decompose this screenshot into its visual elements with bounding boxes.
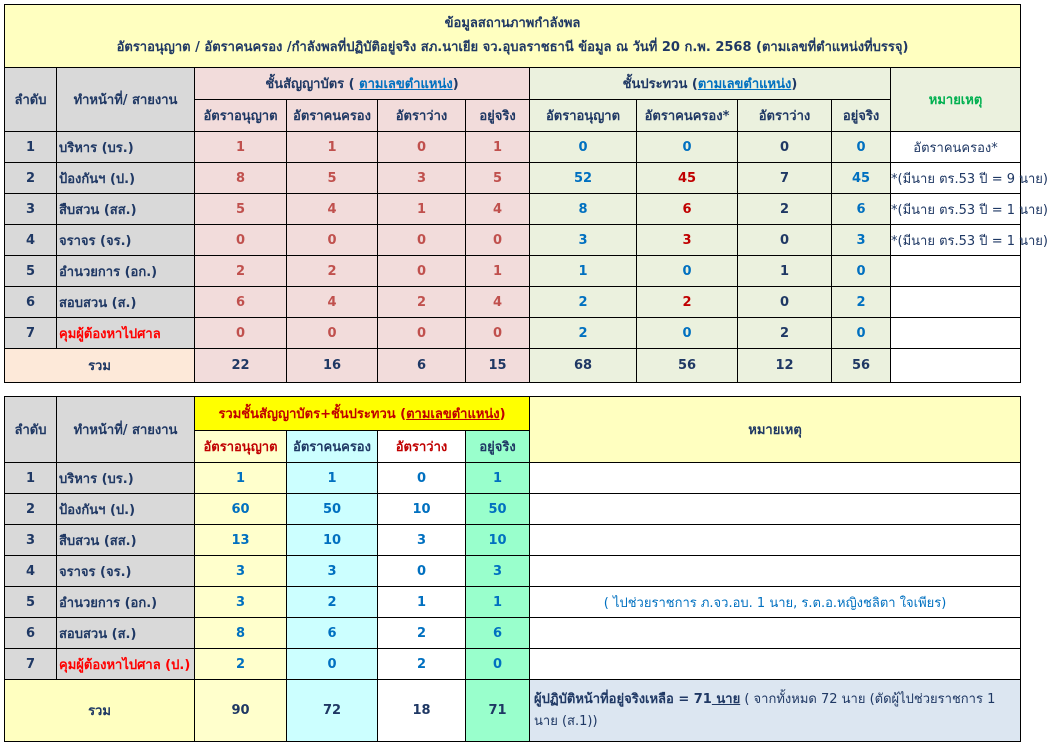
combined-cell: 0 [378, 556, 466, 587]
commissioned-cell: 0 [195, 318, 287, 349]
row-index: 3 [5, 525, 57, 556]
commissioned-cell: 0 [195, 225, 287, 256]
sum-cell: 72 [287, 680, 378, 742]
commissioned-cell: 4 [466, 287, 530, 318]
commissioned-cell: 1 [466, 132, 530, 163]
sub-header: อัตราว่าง [738, 100, 832, 132]
noncommissioned-cell: 3 [530, 225, 637, 256]
noncommissioned-cell: 8 [530, 194, 637, 225]
combined-cell: 50 [287, 494, 378, 525]
summary-note-rest: ( จากทั้งหมด 72 นาย (ตัดผู้ไปช่วยราชการ 1 นาย (ส.1)) [534, 691, 996, 729]
noncommissioned-cell: 0 [637, 256, 738, 287]
table-row [5, 318, 1021, 349]
table-title [5, 5, 1021, 68]
noncommissioned-cell: 7 [738, 163, 832, 194]
noncommissioned-cell: 0 [637, 132, 738, 163]
noncommissioned-cell: 0 [832, 256, 891, 287]
table-row [5, 556, 1021, 587]
combined-cell: 1 [287, 463, 378, 494]
note-cell [530, 618, 1021, 649]
note-cell [530, 649, 1021, 680]
row-unit-name: จราจร (จร.) [57, 225, 195, 256]
combined-cell: 0 [466, 649, 530, 680]
note-cell: *(มีนาย ตร.53 ปี = 1 นาย) [891, 225, 1021, 256]
row-index: 4 [5, 556, 57, 587]
commissioned-cell: 0 [287, 225, 378, 256]
commissioned-group-header [195, 68, 530, 100]
title-line-2: อัตราอนุญาต / อัตราคนครอง /กำลังพลที่ปฏิบัติอยู่จริง สภ.นาเยีย จว.อุบลราชธานี ข้อมูล ณ วันที่ 20 ก.พ. 2568 (ตามเลขที่ตำแหน่งที่บรรจุ) [116, 40, 909, 55]
noncommissioned-cell: 2 [832, 287, 891, 318]
table-row [5, 163, 1021, 194]
col-unit-header: ทำหน้าที่/ สายงาน [57, 68, 195, 132]
group1-link[interactable]: ตามเลขตำแหน่ง [359, 77, 453, 92]
commissioned-cell: 1 [378, 194, 466, 225]
commissioned-cell: 0 [466, 225, 530, 256]
summary-note-bold: ผู้ปฏิบัติหน้าที่อยู่จริงเหลือ = 71 [534, 691, 712, 707]
row-index: 6 [5, 287, 57, 318]
row-unit-name: บริหาร (บร.) [57, 463, 195, 494]
group2-prefix: ชั้นประทวน ( [622, 77, 698, 92]
row-index: 7 [5, 649, 57, 680]
combined-cell: 8 [195, 618, 287, 649]
group-suffix: ) [499, 407, 506, 422]
summary-note-unit: นาย [711, 691, 741, 707]
table-row [5, 587, 1021, 618]
row-unit-name: ป้องกันฯ (ป.) [57, 163, 195, 194]
row-unit-name: สอบสวน (ส.) [57, 287, 195, 318]
row-unit-name: บริหาร (บร.) [57, 132, 195, 163]
table-row [5, 463, 1021, 494]
commissioned-cell: 5 [195, 194, 287, 225]
combined-cell: 2 [378, 649, 466, 680]
row-index: 5 [5, 256, 57, 287]
row-index: 1 [5, 463, 57, 494]
title-line-1: ข้อมูลสถานภาพกำลังพล [444, 16, 581, 31]
noncommissioned-cell: 3 [832, 225, 891, 256]
sub-header: อัตราอนุญาต [530, 100, 637, 132]
row-unit-name: อำนวยการ (อก.) [57, 256, 195, 287]
noncommissioned-cell: 0 [832, 132, 891, 163]
commissioned-cell: 2 [378, 287, 466, 318]
sub-header: อยู่จริง [466, 431, 530, 463]
sub-header: อัตราคนครอง* [637, 100, 738, 132]
col-unit-header: ทำหน้าที่/ สายงาน [57, 397, 195, 463]
commissioned-cell: 1 [195, 132, 287, 163]
sum-cell: 22 [195, 349, 287, 383]
sub-header: อยู่จริง [832, 100, 891, 132]
noncommissioned-cell: 0 [832, 318, 891, 349]
combined-cell: 0 [287, 649, 378, 680]
row-unit-name: สอบสวน (ส.) [57, 618, 195, 649]
combined-cell: 3 [195, 556, 287, 587]
sum-cell: 90 [195, 680, 287, 742]
summary-note [530, 680, 1021, 742]
noncommissioned-cell: 52 [530, 163, 637, 194]
noncommissioned-cell: 6 [832, 194, 891, 225]
combined-cell: 2 [287, 587, 378, 618]
noncommissioned-cell: 0 [738, 132, 832, 163]
combined-table [4, 396, 1021, 742]
sum-cell: 56 [637, 349, 738, 383]
sum-cell: 56 [832, 349, 891, 383]
row-index: 6 [5, 618, 57, 649]
sum-cell: 12 [738, 349, 832, 383]
commissioned-cell: 1 [466, 256, 530, 287]
noncommissioned-cell: 2 [530, 287, 637, 318]
note-cell: *(มีนาย ตร.53 ปี = 9 นาย) [891, 163, 1021, 194]
sum-cell: 16 [287, 349, 378, 383]
commissioned-cell: 8 [195, 163, 287, 194]
group1-prefix: ชั้นสัญญาบัตร ( [265, 77, 360, 92]
row-unit-name: คุมผู้ต้องหาไปศาล (ป.) [57, 649, 195, 680]
col-note-header: หมายเหตุ [530, 397, 1021, 463]
combined-cell: 60 [195, 494, 287, 525]
row-unit-name: สืบสวน (สส.) [57, 525, 195, 556]
group1-suffix: ) [452, 77, 459, 92]
combined-cell: 6 [466, 618, 530, 649]
note-cell [891, 287, 1021, 318]
commissioned-cell: 0 [378, 132, 466, 163]
sum-cell: 15 [466, 349, 530, 383]
noncommissioned-cell: 1 [738, 256, 832, 287]
sub-header: อัตราคนครอง [287, 100, 378, 132]
table-row [5, 225, 1021, 256]
note-cell: ( ไปช่วยราชการ ภ.จว.อบ. 1 นาย, ร.ต.อ.หญิงชลิตา ใจเพียร) [530, 587, 1021, 618]
sum-label: รวม [5, 349, 195, 383]
noncommissioned-cell: 45 [637, 163, 738, 194]
noncommissioned-cell: 2 [637, 287, 738, 318]
combined-cell: 3 [378, 525, 466, 556]
sub-header: อัตราอนุญาต [195, 100, 287, 132]
table-row [5, 194, 1021, 225]
commissioned-cell: 0 [378, 318, 466, 349]
sub-header: อยู่จริง [466, 100, 530, 132]
commissioned-cell: 0 [378, 225, 466, 256]
col-note-header: หมายเหตุ [891, 68, 1021, 132]
row-unit-name: จราจร (จร.) [57, 556, 195, 587]
combined-cell: 13 [195, 525, 287, 556]
sub-header: อัตราว่าง [378, 100, 466, 132]
group2-suffix: ) [791, 77, 798, 92]
group-prefix: รวมชั้นสัญญาบัตร+ชั้นประทวน ( [218, 407, 407, 422]
note-cell [891, 349, 1021, 383]
table-row [5, 132, 1021, 163]
row-index: 1 [5, 132, 57, 163]
combined-cell: 1 [195, 463, 287, 494]
commissioned-cell: 5 [287, 163, 378, 194]
table-row [5, 525, 1021, 556]
sum-cell: 68 [530, 349, 637, 383]
note-cell [891, 256, 1021, 287]
sub-header: อัตราอนุญาต [195, 431, 287, 463]
combined-cell: 1 [378, 587, 466, 618]
combined-cell: 0 [378, 463, 466, 494]
status-table [4, 4, 1048, 383]
combined-cell: 50 [466, 494, 530, 525]
row-index: 3 [5, 194, 57, 225]
sum-cell: 18 [378, 680, 466, 742]
note-cell: *(มีนาย ตร.53 ปี = 1 นาย) [891, 194, 1021, 225]
noncommissioned-cell: 1 [530, 256, 637, 287]
row-index: 2 [5, 163, 57, 194]
row-unit-name: คุมผู้ต้องหาไปศาล [57, 318, 195, 349]
noncommissioned-cell: 45 [832, 163, 891, 194]
sub-header: อัตราคนครอง [287, 431, 378, 463]
commissioned-cell: 0 [287, 318, 378, 349]
combined-cell: 1 [466, 463, 530, 494]
combined-group-header [195, 397, 530, 431]
row-unit-name: สืบสวน (สส.) [57, 194, 195, 225]
combined-cell: 3 [195, 587, 287, 618]
row-index: 7 [5, 318, 57, 349]
noncommissioned-cell: 0 [738, 287, 832, 318]
noncommissioned-cell: 2 [530, 318, 637, 349]
sum-cell: 71 [466, 680, 530, 742]
commissioned-cell: 5 [466, 163, 530, 194]
row-unit-name: อำนวยการ (อก.) [57, 587, 195, 618]
note-cell [530, 463, 1021, 494]
commissioned-cell: 2 [287, 256, 378, 287]
combined-cell: 3 [287, 556, 378, 587]
commissioned-cell: 4 [466, 194, 530, 225]
sub-header: อัตราว่าง [378, 431, 466, 463]
noncommissioned-cell: 0 [530, 132, 637, 163]
noncommissioned-cell: 0 [738, 225, 832, 256]
commissioned-cell: 2 [195, 256, 287, 287]
col-index-header: ลำดับ [5, 68, 57, 132]
commissioned-cell: 4 [287, 194, 378, 225]
row-index: 4 [5, 225, 57, 256]
combined-cell: 6 [287, 618, 378, 649]
table-row [5, 649, 1021, 680]
combined-cell: 10 [287, 525, 378, 556]
combined-cell: 10 [466, 525, 530, 556]
col-index-header: ลำดับ [5, 397, 57, 463]
combined-cell: 10 [378, 494, 466, 525]
table-row [5, 494, 1021, 525]
group2-link[interactable]: ตามเลขตำแหน่ง [697, 77, 792, 92]
commissioned-cell: 6 [195, 287, 287, 318]
noncommissioned-cell: 2 [738, 194, 832, 225]
noncommissioned-cell: 0 [637, 318, 738, 349]
combined-cell: 3 [466, 556, 530, 587]
noncommissioned-cell: 2 [738, 318, 832, 349]
commissioned-cell: 4 [287, 287, 378, 318]
table-row [5, 287, 1021, 318]
commissioned-cell: 1 [287, 132, 378, 163]
noncommissioned-group-header [530, 68, 891, 100]
table-row [5, 256, 1021, 287]
commissioned-cell: 0 [466, 318, 530, 349]
combined-cell: 2 [195, 649, 287, 680]
note-cell [530, 556, 1021, 587]
sum-cell: 6 [378, 349, 466, 383]
noncommissioned-cell: 3 [637, 225, 738, 256]
note-cell [530, 525, 1021, 556]
combined-cell: 2 [378, 618, 466, 649]
table-row [5, 618, 1021, 649]
sum-label: รวม [5, 680, 195, 742]
row-index: 2 [5, 494, 57, 525]
noncommissioned-cell: 6 [637, 194, 738, 225]
commissioned-cell: 3 [378, 163, 466, 194]
note-cell [530, 494, 1021, 525]
row-index: 5 [5, 587, 57, 618]
group-link[interactable]: ตามเลขตำแหน่ง [406, 407, 500, 422]
commissioned-cell: 0 [378, 256, 466, 287]
row-unit-name: ป้องกันฯ (ป.) [57, 494, 195, 525]
note-cell [891, 318, 1021, 349]
note-cell: อัตราคนครอง* [891, 132, 1021, 163]
combined-cell: 1 [466, 587, 530, 618]
